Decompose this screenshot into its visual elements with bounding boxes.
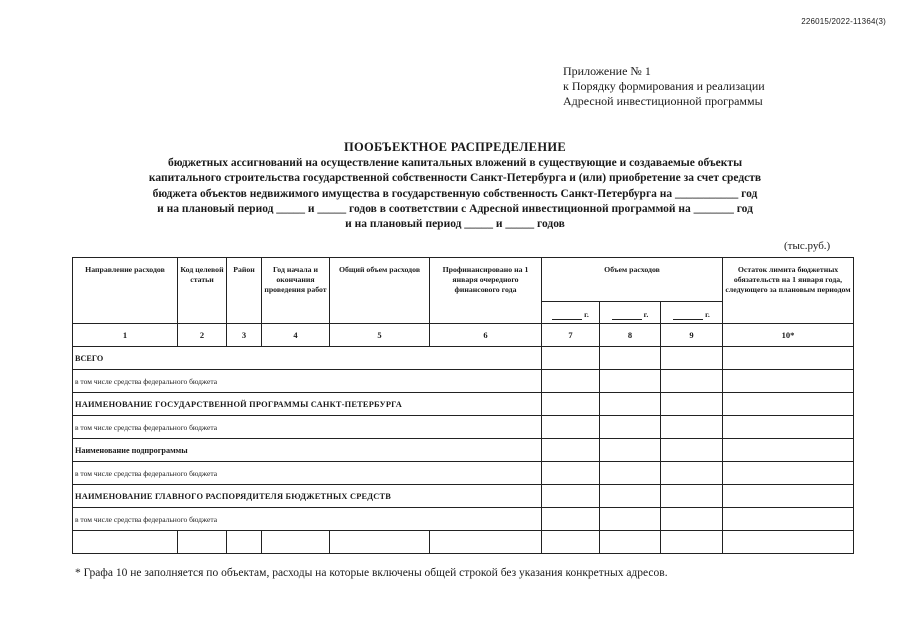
header-code: Код целевой статьи: [178, 258, 227, 324]
row-label-federal: в том числе средства федерального бюджета: [73, 416, 542, 439]
column-number: 2: [178, 324, 227, 347]
column-number-row: [73, 324, 854, 347]
appendix-block: [563, 64, 765, 109]
column-number: 7: [542, 324, 600, 347]
table-row: [73, 416, 854, 439]
row-label-federal: в том числе средства федерального бюджета: [73, 508, 542, 531]
appendix-line: Адресной инвестиционной программы: [563, 94, 763, 108]
title-line: бюджета объектов недвижимого имущества в государственную собственность Санкт-Петербурга на ___________ год: [152, 187, 758, 200]
year-cell: [661, 302, 723, 324]
allocation-table: [72, 257, 854, 554]
table-row: [73, 439, 854, 462]
row-label-subprogram: Наименование подпрограммы: [73, 439, 542, 462]
row-label-total: ВСЕГО: [73, 347, 542, 370]
year-cell: [542, 302, 600, 324]
appendix-line: к Порядку формирования и реализации: [563, 79, 765, 93]
title-main: ПООБЪЕКТНОЕ РАСПРЕДЕЛЕНИЕ: [343, 140, 567, 154]
year-blank: [673, 311, 703, 320]
header-total-volume: Общий объем расходов: [330, 258, 430, 324]
row-label-federal: в том числе средства федерального бюджета: [73, 370, 542, 393]
footnote: * Графа 10 не заполняется по объектам, расходы на которые включены общей строкой без указания конкретных адресов.: [75, 567, 668, 579]
column-number: 10*: [723, 324, 854, 347]
table-row: [73, 485, 854, 508]
column-number: 3: [227, 324, 262, 347]
column-number: 6: [430, 324, 542, 347]
table-row-empty: [73, 531, 854, 554]
table-row: [73, 347, 854, 370]
header-district: Район: [227, 258, 262, 324]
year-blank: [612, 311, 642, 320]
header-row: [73, 258, 854, 302]
title-line: бюджетных ассигнований на осуществление капитальных вложений в существующие и создаваемые объекты: [167, 157, 743, 170]
title-line: капитального строительства государственной собственности Санкт-Петербурга и (или) приобретение за счет средств: [148, 172, 762, 185]
table-row: [73, 370, 854, 393]
row-label-program: НАИМЕНОВАНИЕ ГОСУДАРСТВЕННОЙ ПРОГРАММЫ САНКТ-ПЕТЕРБУРГА: [73, 393, 542, 416]
column-number: 1: [73, 324, 178, 347]
row-label-manager: НАИМЕНОВАНИЕ ГЛАВНОГО РАСПОРЯДИТЕЛЯ БЮДЖЕТНЫХ СРЕДСТВ: [73, 485, 542, 508]
year-blank: [552, 311, 582, 320]
table-row: [73, 393, 854, 416]
table-row: [73, 462, 854, 485]
table-row: [73, 508, 854, 531]
column-number: 9: [661, 324, 723, 347]
unit-label: (тыс.руб.): [784, 240, 831, 252]
row-label-federal: в том числе средства федерального бюджета: [73, 462, 542, 485]
column-number: 5: [330, 324, 430, 347]
year-cell: [600, 302, 661, 324]
document-title: [60, 140, 850, 232]
header-remaining-limit: Остаток лимита бюджетных обязательств на 1 января года, следующего за плановым периодом: [723, 258, 854, 324]
year-suffix: г.: [643, 309, 649, 319]
title-line: и на плановый период _____ и _____ годов в соответствии с Адресной инвестиционной программой на _______ год: [157, 202, 753, 215]
year-suffix: г.: [584, 309, 589, 319]
appendix-line: Приложение № 1: [563, 64, 651, 78]
header-direction: Направление расходов: [73, 258, 178, 324]
column-number: 8: [600, 324, 661, 347]
header-years: Год начала и окончания проведения работ: [262, 258, 330, 324]
document-stamp: 226015/2022-11364(3): [801, 17, 886, 26]
header-expense-volume: Объем расходов: [542, 258, 723, 302]
title-line: и на плановый период _____ и _____ годов: [345, 218, 565, 231]
column-number: 4: [262, 324, 330, 347]
year-suffix: г.: [705, 309, 710, 319]
header-financed: Профинансировано на 1 января очередного финансового года: [430, 258, 542, 324]
